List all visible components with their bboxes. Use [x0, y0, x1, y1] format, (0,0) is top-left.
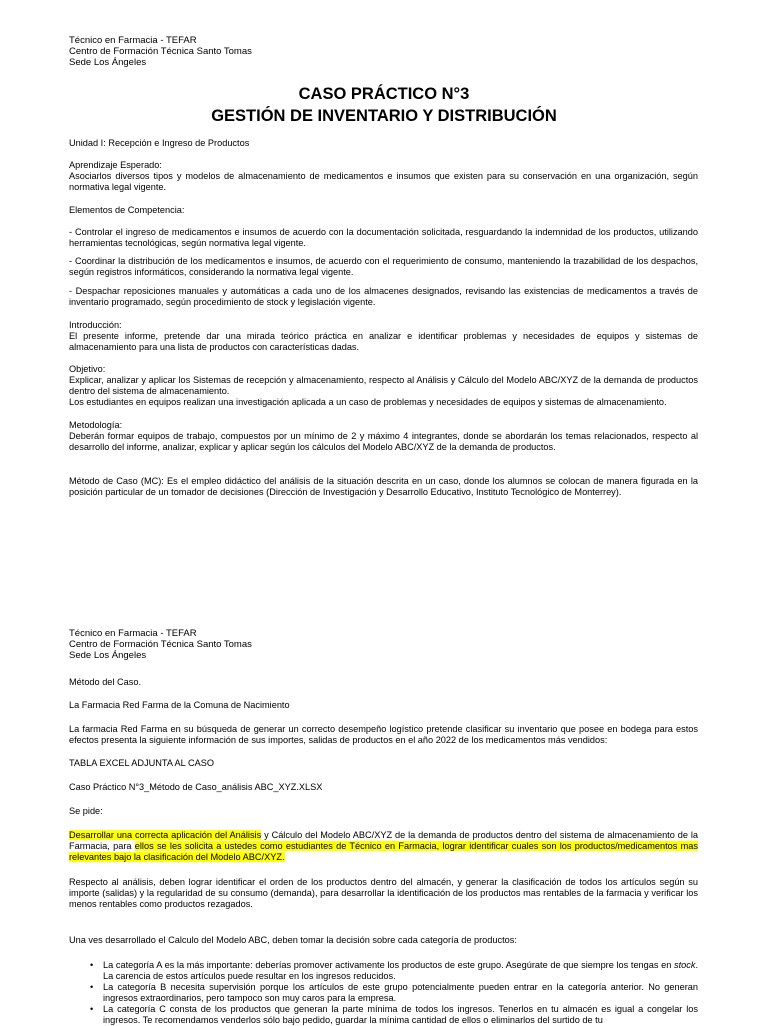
- metodologia-text: Deberán formar equipos de trabajo, compuestos por un mínimo de 2 y máximo 4 integrantes, donde se abordarán los temas relacionados, respecto al desarrollo del informe, analizar, explicar y aplicar según los cálculos del Modelo ABC/XYZ de la demanda de productos.: [69, 431, 698, 452]
- elementos-label: Elementos de Competencia:: [69, 205, 185, 215]
- objetivo-text: Explicar, analizar y aplicar los Sistemas de recepción y almacenamiento, respecto al Análisis y Cálculo del Modelo ABC/XYZ de la demanda de productos dentro del sistema de almacenamiento.: [69, 375, 698, 396]
- header-block: [69, 35, 252, 68]
- highlighted-text: Desarrollar una correcta aplicación del Análisis: [69, 830, 262, 840]
- unit-title: Unidad I: Recepción e Ingreso de Productos: [69, 138, 250, 148]
- header-block-page2: [69, 628, 252, 661]
- document-title: CASO PRÁCTICO N°3: [298, 85, 470, 103]
- header-line: Técnico en Farmacia - TEFAR: [69, 35, 197, 46]
- bullet-icon: •: [90, 960, 94, 970]
- se-pide-paragraph: [69, 830, 698, 863]
- archivo-name: Caso Práctico N°3_Método de Caso_análisis ABC_XYZ.XLSX: [69, 782, 323, 792]
- bullet-icon: •: [90, 982, 94, 992]
- aprendizaje-label: Aprendizaje Esperado:: [69, 160, 162, 170]
- farmacia-title: La Farmacia Red Farma de la Comuna de Nacimiento: [69, 700, 290, 710]
- bullet-icon: •: [90, 1004, 94, 1014]
- header-line: Centro de Formación Técnica Santo Tomas: [69, 46, 252, 57]
- metodo-caso-text: Método de Caso (MC): Es el empleo didáctico del análisis de la situación descrita en un caso, donde los alumnos se colocan de manera figurada en la posición particular de un tomador de decisiones (Dirección de Investigación y Desarrollo Educativo, Instituto Tecnológico de Monterrey).: [69, 476, 698, 497]
- metodo-del-caso: Método del Caso.: [69, 677, 142, 687]
- objetivo-text-2: Los estudiantes en equipos realizan una investigación aplicada a un caso de problemas y necesidades de equipos y sistemas de almacenamiento.: [69, 397, 667, 407]
- header-line: Técnico en Farmacia - TEFAR: [69, 628, 197, 639]
- list-item: • La categoría A es la más importante: deberías promover activamente los productos de este grupo. Asegúrate de que siempre los tengas en stock. La carencia de estos artículos puede resultar en los ingresos reducidos.: [90, 960, 698, 981]
- metodologia-label: Metodología:: [69, 420, 123, 430]
- header-line: Centro de Formación Técnica Santo Tomas: [69, 639, 252, 650]
- introduccion-label: Introducción:: [69, 320, 122, 330]
- aprendizaje-text: Asociarlos diversos tipos y modelos de almacenamiento de medicamentos e insumos que existen para su conservación en una organización, según normativa legal vigente.: [69, 171, 698, 192]
- elemento-item: - Controlar el ingreso de medicamentos e insumos de acuerdo con la documentación solicitada, resguardando la indemnidad de los productos, utilizando herramientas tecnológicas, según normativa legal vigente.: [69, 227, 698, 248]
- elemento-item: - Coordinar la distribución de los medicamentos e insumos, de acuerdo con el requerimiento de consumo, manteniendo la trazabilidad de los despachos, según registros informáticos, considerando la normativa legal vigente.: [69, 256, 698, 277]
- objetivo-label: Objetivo:: [69, 364, 106, 374]
- document-subtitle: GESTIÓN DE INVENTARIO Y DISTRIBUCIÓN: [211, 107, 557, 125]
- se-pide-label: Se pide:: [69, 806, 103, 816]
- introduccion-text: El presente informe, pretende dar una mirada teórico práctica en analizar e identificar problemas y necesidades de equipos y sistemas de almacenamiento para una lista de productos con características dadas.: [69, 331, 698, 352]
- una-ves-paragraph: Una ves desarrollado el Calculo del Modelo ABC, deben tomar la decisión sobre cada categoría de productos:: [69, 935, 517, 945]
- elemento-item: - Despachar reposiciones manuales y automáticas a cada uno de los almacenes designados, revisando las existencias de medicamentos a través de inventario programado, según procedimiento de stock y legislación vigente.: [69, 286, 698, 307]
- paragraph-text: y Cálculo del Modelo ABC/XYZ de la demanda de productos dentro del sistema de almacenamiento de la Farmacia, para: [69, 830, 698, 851]
- respecto-paragraph: Respecto al análisis, deben lograr identificar el orden de los productos dentro del almacén, y generar la clasificación de todos los artículos según su importe (salidas) y la regularidad de su consumo (demanda), para desarrollar la identificación de los productos mas rentables de la farmacia y verificar los menos rentables como productos rezagados.: [69, 877, 698, 909]
- header-line: Sede Los Ángeles: [69, 650, 147, 661]
- highlighted-text: ellos se les solicita a ustedes como estudiantes de Técnico en Farmacia, lograr identificar cuales son los productos/medicamentos mas relevantes bajo la clasificación del Modelo ABC/XYZ.: [69, 841, 698, 862]
- farmacia-text: La farmacia Red Farma en su búsqueda de generar un correcto desempeño logístico pretende clasificar su inventario que posee en bodega para estos efectos presenta la siguiente información de sus importes, salidas de productos en el año 2022 de los medicamentos más vendidos:: [69, 724, 698, 745]
- category-list: [69, 960, 698, 1026]
- list-item: • La categoría C consta de los productos que generan la parte mínima de todos los ingresos. Tenerlos en tu almacén es igual a congelar los ingresos. Te recomendamos venderlos sólo bajo pedido, guardar la mínima cantidad de ellos o eliminarlos del surtido de tu: [90, 1004, 698, 1025]
- tabla-excel-note: TABLA EXCEL ADJUNTA AL CASO: [69, 758, 215, 768]
- list-item: • La categoría B necesita supervisión porque los artículos de este grupo potencialmente pueden entrar en la categoría anterior. No generan ingresos extraordinarios, pero tampoco son muy caros para la empresa.: [90, 982, 698, 1003]
- header-line: Sede Los Ángeles: [69, 57, 147, 68]
